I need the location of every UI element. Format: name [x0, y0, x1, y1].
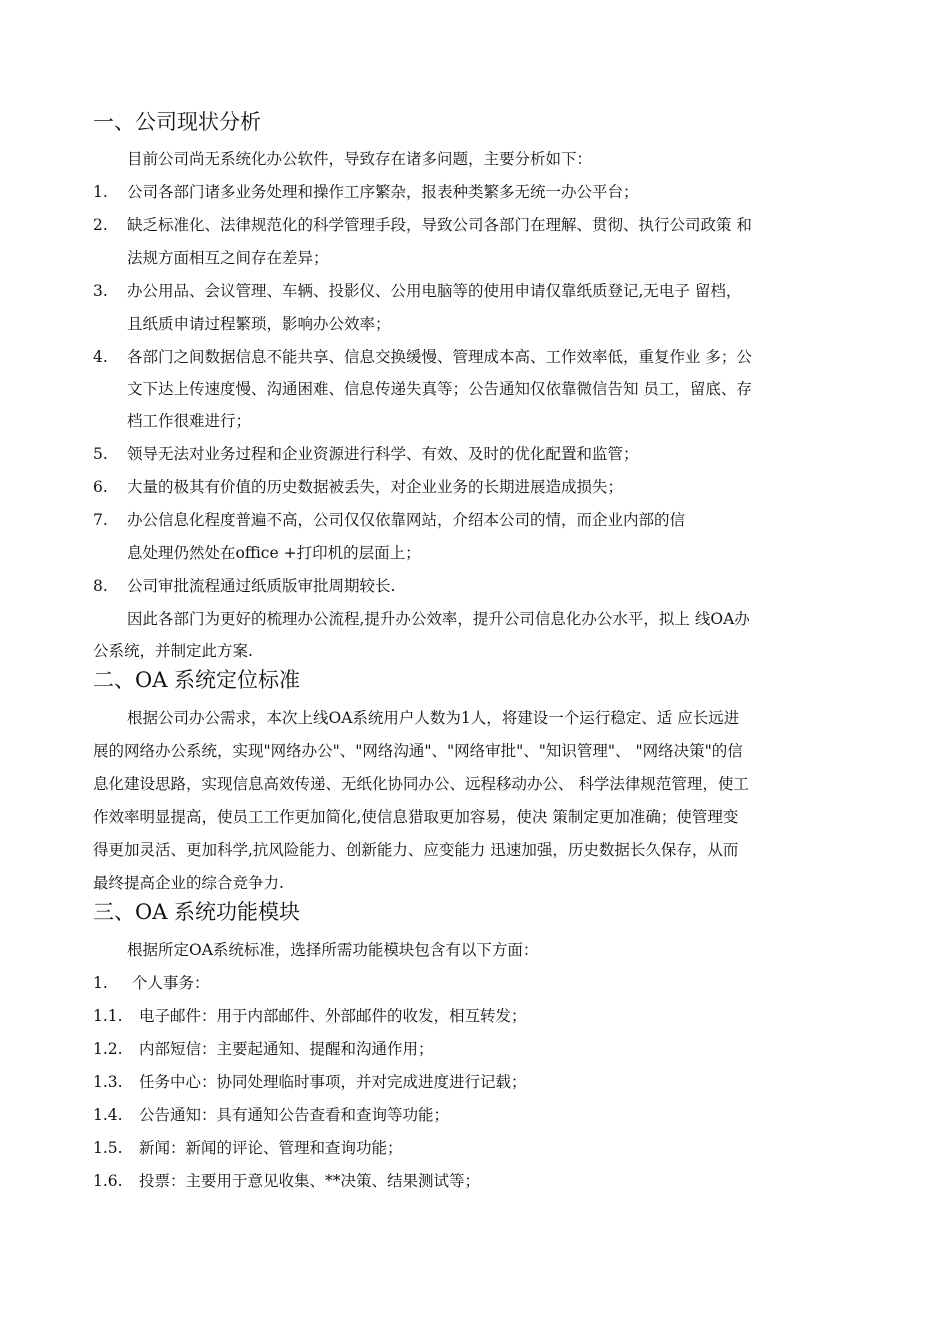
section-heading-2: 二、OA 系统定位标准 — [93, 668, 301, 692]
module-text: 公告通知：具有通知公告查看和查询等功能； — [139, 1106, 450, 1124]
list-item-line: 办公用品、会议管理、车辆、投影仪、公用电脑等的使用申请仅靠纸质登记,无电子 留档， — [127, 282, 742, 300]
list-item-number: 1. — [93, 183, 108, 201]
list-item-line: 办公信息化程度普遍不高，公司仅仅依靠网站，介绍本公司的情，而企业内部的信 — [127, 511, 686, 529]
list-item-line: 大量的极其有价值的历史数据被丢失，对企业业务的长期进展造成损失； — [127, 478, 624, 496]
module-text: 投票：主要用于意见收集、**决策、结果测试等； — [139, 1172, 481, 1190]
list-item-number: 5. — [93, 445, 108, 463]
module-number: 1.4. — [93, 1106, 123, 1124]
section-2-body: 根据公司办公需求，本次上线OA系统用户人数为1人，将建设一个运行稳定、适 应长远进 — [127, 709, 740, 727]
section-2-body: 作效率明显提高，使员工工作更加简化,使信息猎取更加容易，使决 策制定更加准确；使管理变 — [93, 808, 739, 826]
list-item-line: 缺乏标准化、法律规范化的科学管理手段，导致公司各部门在理解、贯彻、执行公司政策 和 — [127, 216, 752, 234]
section-2-body: 展的网络办公系统，实现"网络办公"、"网络沟通"、"网络审批"、"知识管理"、 "网络决策"的信 — [93, 742, 743, 760]
list-item-number: 3. — [93, 282, 108, 300]
list-item-number: 7. — [93, 511, 108, 529]
module-text: 内部短信：主要起通知、提醒和沟通作用； — [139, 1040, 434, 1058]
list-item-number: 2. — [93, 216, 108, 234]
list-item-line: 息处理仍然处在office +打印机的层面上； — [127, 544, 421, 562]
list-item-line: 公司审批流程通过纸质版审批周期较长. — [127, 577, 396, 595]
module-number: 1.5. — [93, 1139, 123, 1157]
section-1-closing: 公系统，并制定此方案. — [93, 642, 253, 660]
module-number: 1.2. — [93, 1040, 123, 1058]
section-2-body: 息化建设思路，实现信息高效传递、无纸化协同办公、远程移动办公、 科学法律规范管理，使工 — [93, 775, 749, 793]
list-item-line: 文下达上传速度慢、沟通困难、信息传递失真等；公告通知仅依靠微信告知 员工，留底、存 — [127, 380, 752, 398]
list-item-line: 且纸质申请过程繁琐，影响办公效率； — [127, 315, 391, 333]
module-text: 任务中心：协同处理临时事项，并对完成进度进行记载； — [139, 1073, 527, 1091]
list-item-number: 6. — [93, 478, 108, 496]
section-heading-1: 一、公司现状分析 — [93, 110, 261, 134]
module-number: 1.6. — [93, 1172, 123, 1190]
section-1-closing: 因此各部门为更好的梳理办公流程,提升办公效率，提升公司信息化办公水平，拟上 线OA办 — [127, 610, 750, 628]
section-3-intro: 根据所定OA系统标准，选择所需功能模块包含有以下方面： — [127, 941, 539, 959]
module-text: 个人事务： — [132, 974, 210, 992]
section-1-intro: 目前公司尚无系统化办公软件，导致存在诸多问题，主要分析如下： — [127, 150, 593, 168]
module-number: 1.1. — [93, 1007, 123, 1025]
list-item-line: 领导无法对业务过程和企业资源进行科学、有效、及时的优化配置和监管； — [127, 445, 639, 463]
module-number: 1.3. — [93, 1073, 123, 1091]
section-2-body: 得更加灵活、更加科学,抗风险能力、创新能力、应变能力 迅速加强，历史数据长久保存，从而 — [93, 841, 739, 859]
list-item-line: 公司各部门诸多业务处理和操作工序繁杂，报表种类繁多无统一办公平台； — [127, 183, 639, 201]
module-text: 新闻：新闻的评论、管理和查询功能； — [139, 1139, 403, 1157]
list-item-number: 8. — [93, 577, 108, 595]
section-heading-3: 三、OA 系统功能模块 — [93, 900, 301, 924]
list-item-line: 法规方面相互之间存在差异； — [127, 249, 329, 267]
module-text: 电子邮件：用于内部邮件、外部邮件的收发，相互转发； — [139, 1007, 527, 1025]
list-item-line: 各部门之间数据信息不能共享、信息交换缓慢、管理成本高、工作效率低，重复作业 多；公 — [127, 348, 752, 366]
list-item-line: 档工作很难进行； — [127, 412, 252, 430]
module-number: 1. — [93, 974, 108, 992]
section-2-body: 最终提高企业的综合竞争力. — [93, 874, 284, 892]
list-item-number: 4. — [93, 348, 108, 366]
